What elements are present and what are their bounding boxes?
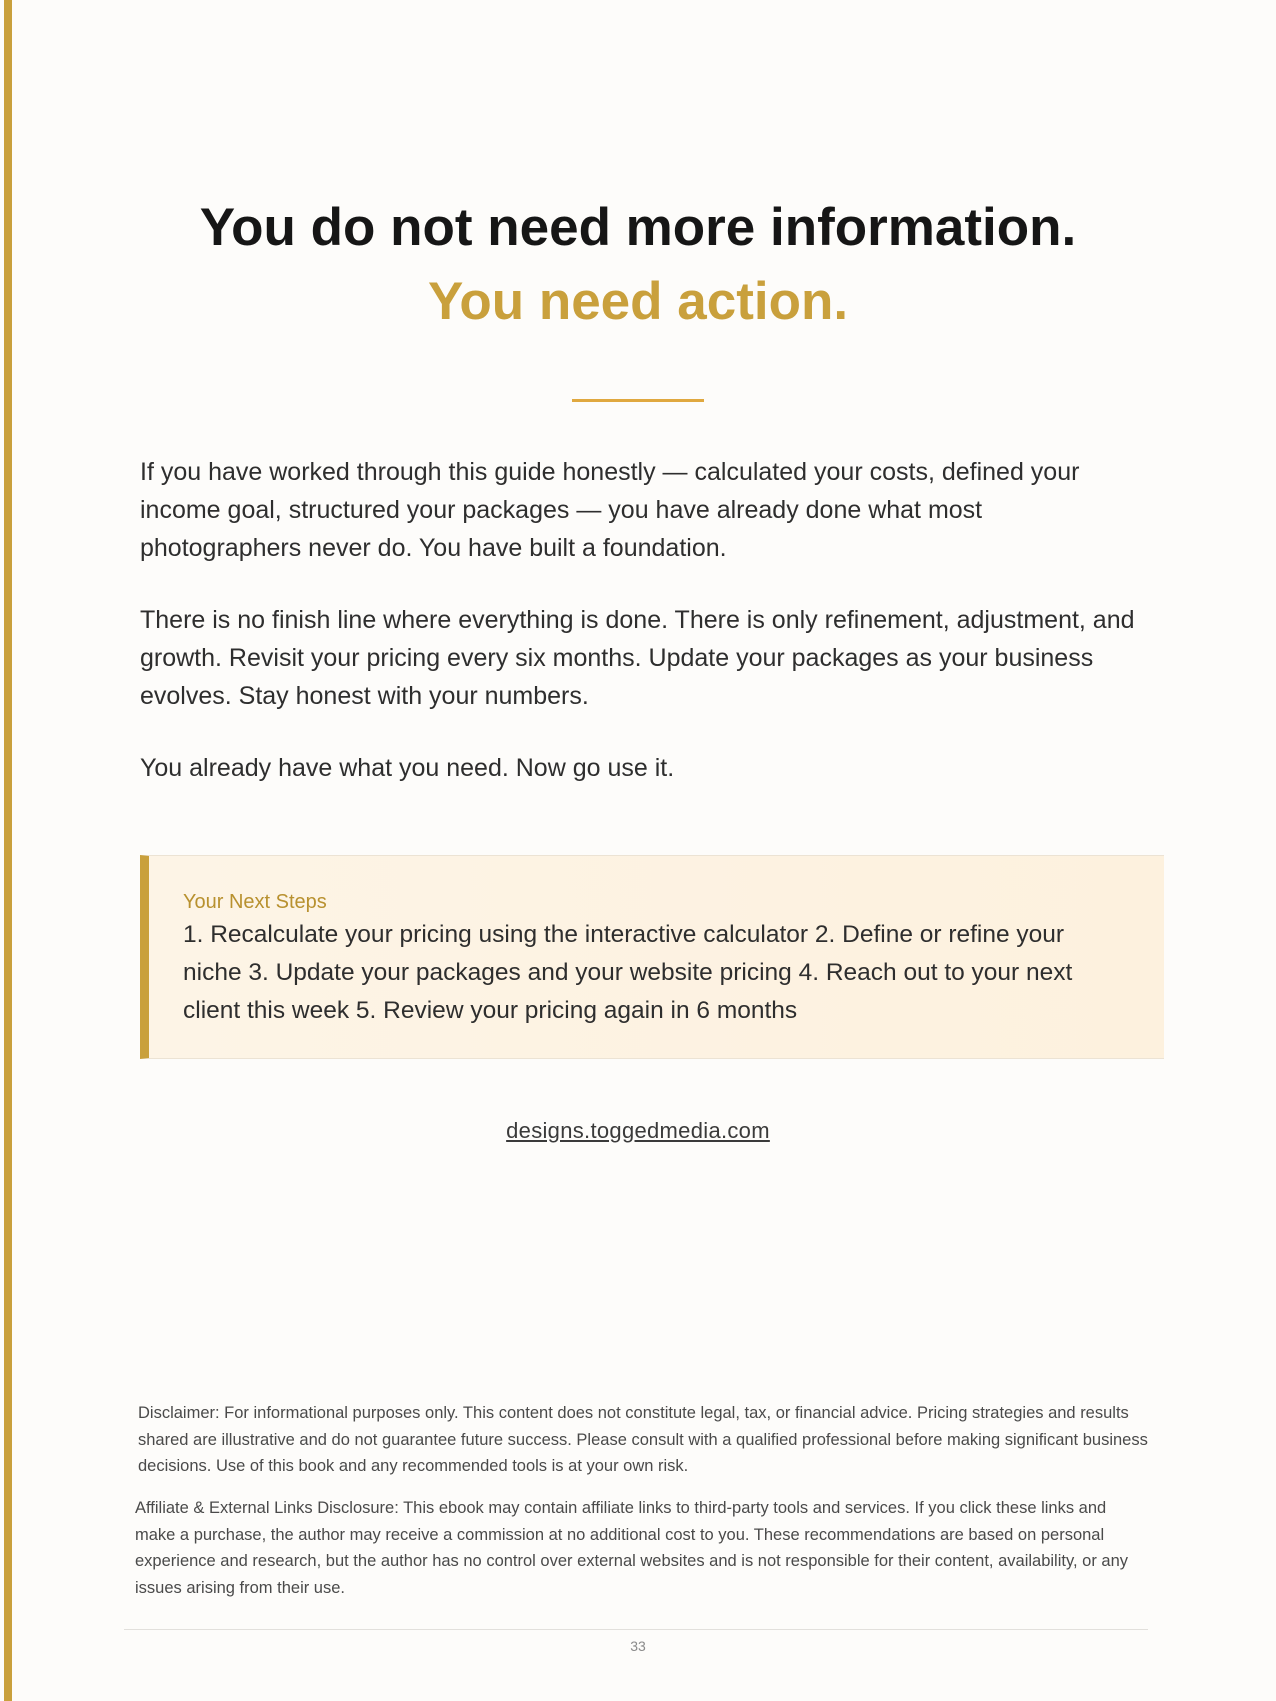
disclaimer-text: Disclaimer: For informational purposes only. This content does not constitute legal, tax, or financial advice. Pricing strategies and results shared are illustrative and do not guarantee future success. Please consult with a qualified professional before making significant business decisions. Use of this book and any recommended tools is at your own risk. [138, 1404, 1148, 1475]
body-paragraph-1: If you have worked through this guide honestly — calculated your costs, defined your income goal, structured your packages — you have already done what most photographers never do. You have built a foundation. [140, 458, 1080, 562]
next-steps-title: Your Next Steps [183, 891, 327, 913]
headline-line-2: You need action. [427, 272, 849, 331]
heading-divider [572, 399, 704, 402]
body-paragraph-2: There is no finish line where everything is done. There is only refinement, adjustment, and growth. Revisit your pricing every six months. Update your packages as your business evolves. Stay honest with your numbers. [140, 606, 1135, 710]
website-link[interactable]: designs.toggedmedia.com [506, 1118, 770, 1143]
affiliate-disclosure-text: Affiliate & External Links Disclosure: This ebook may contain affiliate links to third-party tools and services. If you click these links and make a purchase, the author may receive a commission at no additional cost to you. These recommendations are based on personal experience and research, but the author has no control over external websites and is not responsible for their content, availability, or any issues arising from their use. [135, 1499, 1129, 1597]
body-paragraph-3: You already have what you need. Now go use it. [140, 754, 675, 782]
next-steps-list: 1. Recalculate your pricing using the interactive calculator 2. Define or refine your niche 3. Update your packages and your website pricing 4. Reach out to your next client this week 5. Review your pricing again in 6 months [183, 921, 1073, 1024]
footer-divider [124, 1629, 1148, 1630]
page-number: 33 [630, 1638, 646, 1654]
headline-line-1: You do not need more information. [199, 198, 1077, 257]
next-steps-callout [140, 855, 1164, 1059]
